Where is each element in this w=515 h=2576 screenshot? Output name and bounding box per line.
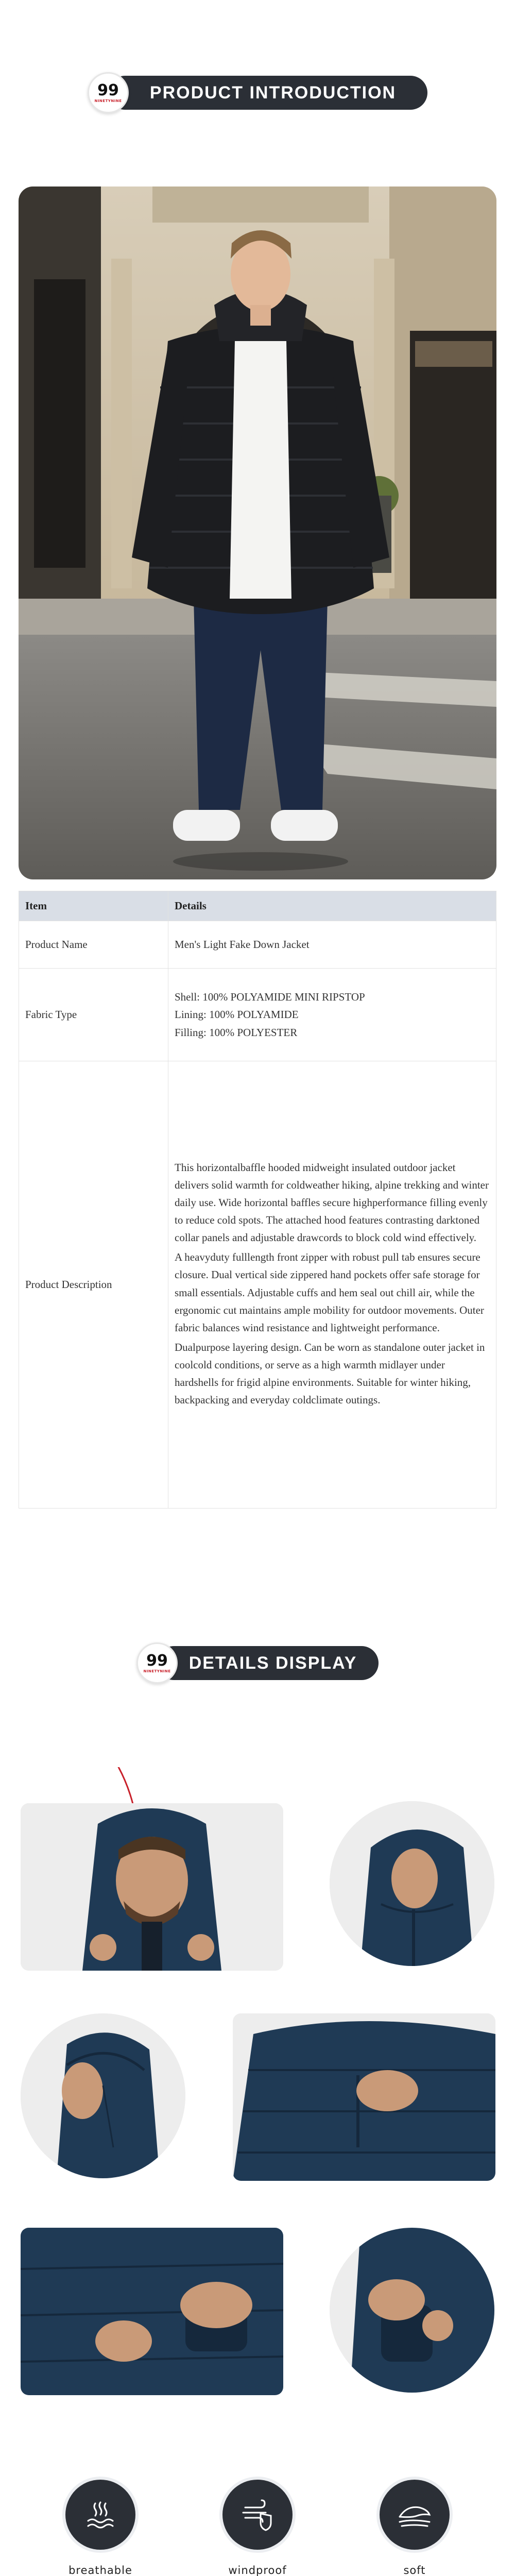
detail-photo-illustration xyxy=(21,1803,283,1971)
fabric-filling: Filling: 100% POLYESTER xyxy=(175,1026,298,1039)
table-row xyxy=(19,1061,496,1509)
section-title: DETAILS DISPLAY xyxy=(157,1646,379,1680)
product-name-value: Men's Light Fake Down Jacket xyxy=(168,921,496,969)
section-banner-product-introduction xyxy=(88,72,427,113)
feature-soft xyxy=(366,2480,464,2576)
description-paragraph: A heavyduty fulllength front zipper with robust pull tab ensures secure closure. Dual vertical side zippered hand pockets offer safe storage for small essentials. Adjustable cuffs and hem seal out chill air, while the ergonomic cut maintains ample mobility for outdoor movements. Outer fabric balances wind resistance and lightweight performance. xyxy=(175,1251,484,1334)
feature-windproof xyxy=(209,2480,306,2576)
table-header-row xyxy=(19,891,496,921)
section-banner-details-display xyxy=(136,1642,379,1684)
feature-breathable xyxy=(52,2480,149,2576)
detail-photo-sleeve-cuff xyxy=(330,2228,494,2393)
section-title: PRODUCT INTRODUCTION xyxy=(108,76,427,110)
detail-photo-hood-side xyxy=(330,1801,494,1966)
table-header-details: Details xyxy=(168,891,496,921)
description-paragraph: This horizontalbaffle hooded midweight insulated outdoor jacket delivers solid warmth for coldweather hiking, alpine trekking and winter daily use. Wide horizontal baffles secure highperformance filling evenly to reduce cold spots. The attached hood features contrasting darktoned collar panels and adjustable drawcords to block cold wind effectively. xyxy=(175,1161,489,1244)
detail-photo-illustration xyxy=(233,2013,495,2181)
feature-label: breathable xyxy=(68,2564,132,2576)
detail-photo-illustration xyxy=(21,2228,283,2395)
detail-photo-chest-pocket xyxy=(233,2013,495,2181)
detail-photo-illustration xyxy=(330,1801,494,1966)
table-row xyxy=(19,921,496,969)
table-row xyxy=(19,969,496,1061)
fabric-type-value xyxy=(168,969,496,1061)
detail-photo-illustration xyxy=(21,2013,185,2178)
feature-label: soft xyxy=(403,2564,426,2576)
detail-photo-hood-back xyxy=(21,2013,185,2178)
product-spec-table xyxy=(19,891,496,1509)
detail-photo-illustration xyxy=(330,2228,494,2393)
fabric-type-label: Fabric Type xyxy=(19,969,168,1061)
hero-model-photo xyxy=(19,187,496,879)
fabric-shell: Shell: 100% POLYAMIDE MINI RIPSTOP xyxy=(175,991,365,1004)
brand-logo-word: NINETYNINE xyxy=(143,1669,171,1673)
brand-logo-word: NINETYNINE xyxy=(94,98,122,103)
windproof-shield-icon xyxy=(222,2480,293,2550)
table-header-item: Item xyxy=(19,891,168,921)
feature-label: windproof xyxy=(228,2564,287,2576)
breathable-waves-icon xyxy=(65,2480,135,2550)
detail-photo-cuff-adjust xyxy=(21,2228,283,2395)
hero-photo-illustration xyxy=(19,187,496,879)
description-paragraph: Dualpurpose layering design. Can be worn as standalone outer jacket in coolcold conditions, or serve as a high warmth midlayer under hardshells for frigid alpine environments. Suitable for winter hiking, backpacking and everyday coldclimate outings. xyxy=(175,1341,485,1406)
product-description-value xyxy=(168,1061,496,1509)
brand-logo xyxy=(136,1642,178,1684)
soft-feather-icon xyxy=(380,2480,450,2550)
brand-logo xyxy=(88,72,129,113)
product-name-label: Product Name xyxy=(19,921,168,969)
brand-logo-number: 99 xyxy=(146,1651,168,1670)
product-description-label: Product Description xyxy=(19,1061,168,1509)
brand-logo-number: 99 xyxy=(97,81,119,99)
detail-photo-hood-front xyxy=(21,1803,283,1971)
fabric-lining: Lining: 100% POLYAMIDE xyxy=(175,1008,299,1021)
